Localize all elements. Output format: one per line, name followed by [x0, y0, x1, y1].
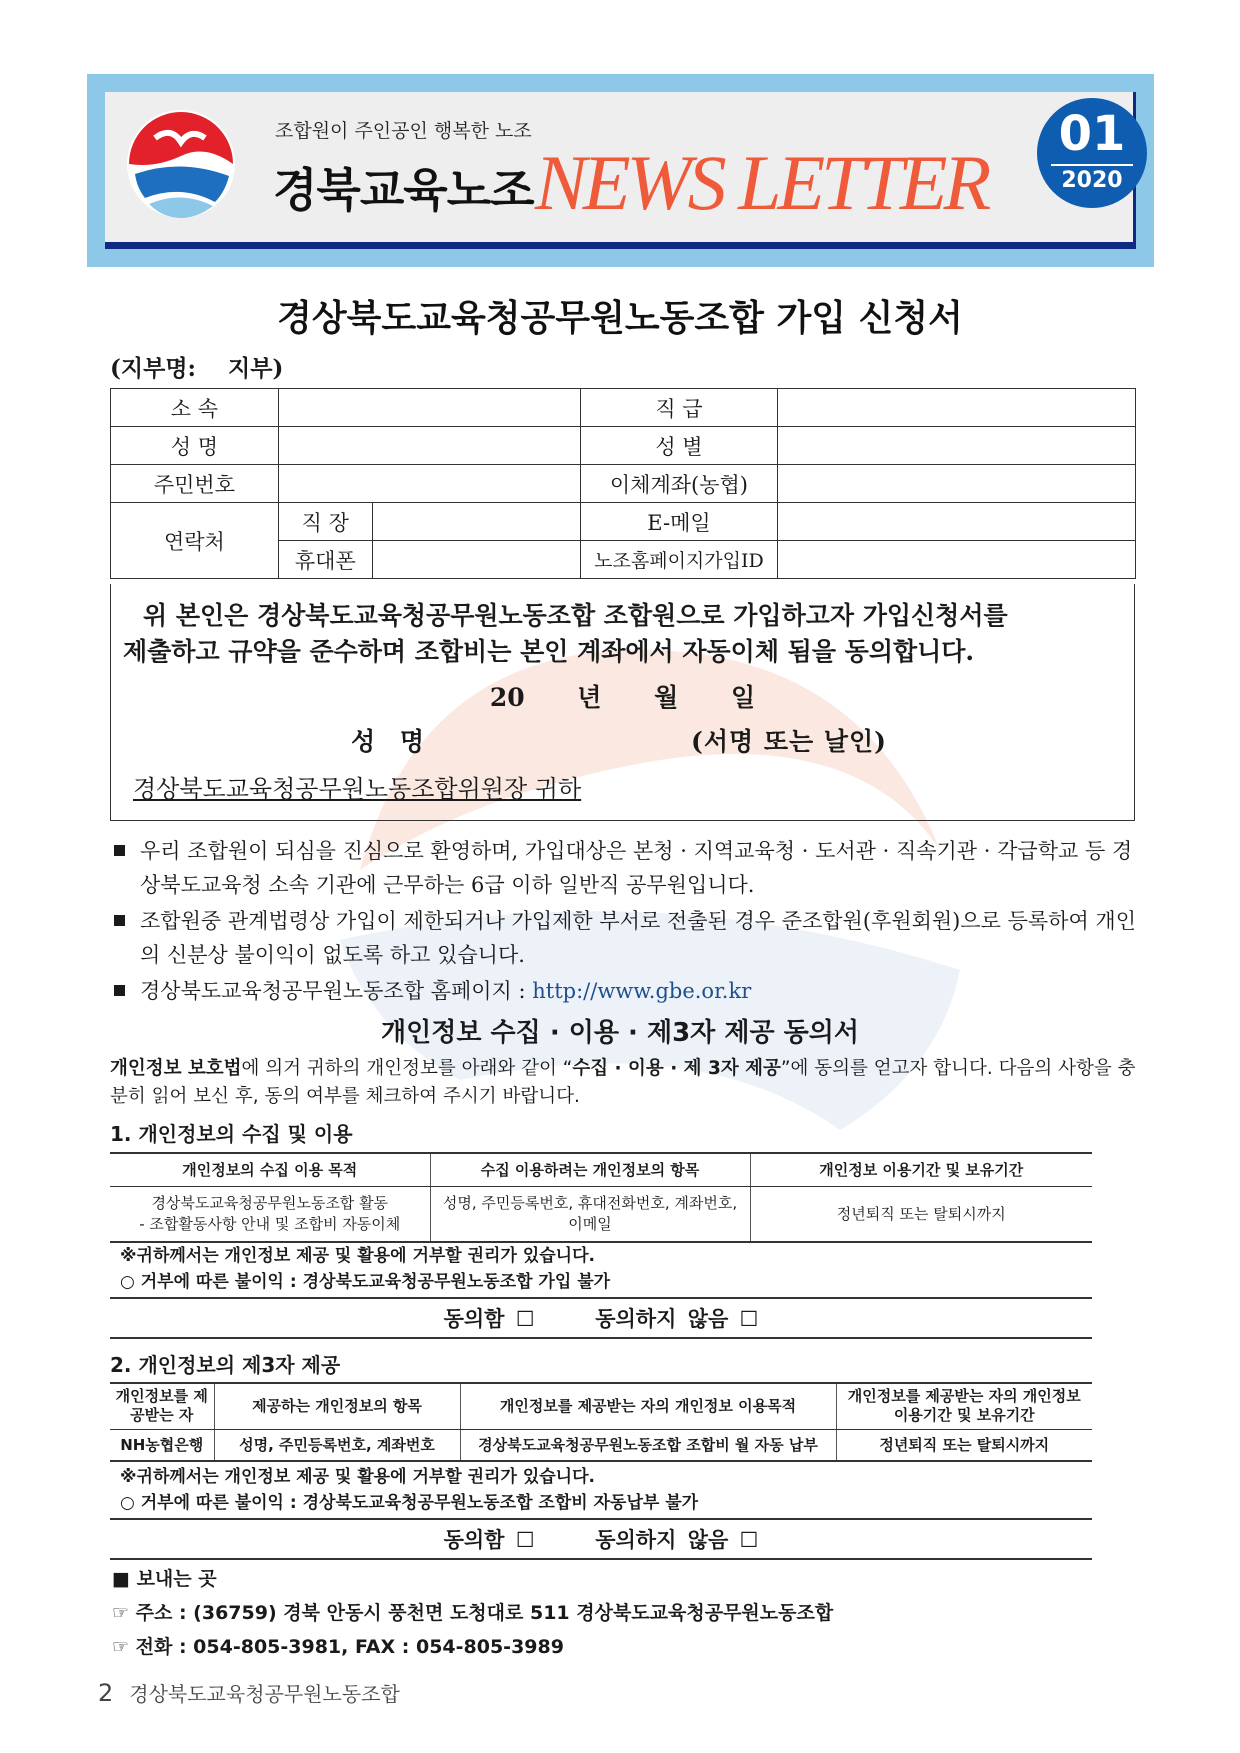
section1-table [110, 1152, 1092, 1243]
newsletter-title: NEWS LETTER [535, 139, 988, 226]
sign-note: (서명 또는 날인) [691, 727, 887, 756]
send-to-phone: ☞ 전화 : 054-805-3981, FAX : 054-805-3989 [112, 1636, 564, 1658]
pledge-date: 20 년 월 일 [489, 683, 756, 712]
s2-purpose: 경상북도교육청공무원노동조합 조합비 월 자동 납부 [460, 1429, 836, 1461]
application-table [110, 388, 1136, 579]
s1-divider-top [110, 1297, 1092, 1299]
s2-refuse [120, 1464, 698, 1516]
consent-title: 개인정보 수집 · 이용 · 제3자 제공 동의서 [381, 1018, 859, 1048]
s1-purpose-line2: - 조합활동사항 안내 및 조합비 자동이체 [139, 1214, 401, 1233]
notes [112, 834, 1136, 1008]
s1-header-items: 수집 이용하려는 개인정보의 항목 [430, 1153, 750, 1186]
s2-divider-top [110, 1518, 1092, 1520]
section2-title: 2. 개인정보의 제3자 제공 [110, 1353, 341, 1377]
bullet-square-icon [114, 915, 125, 926]
footer-org: 경상북도교육청공무원노동조합 [129, 1682, 400, 1706]
s1-items-line2: 이메일 [568, 1214, 612, 1233]
label-mobile: 휴대폰 [278, 541, 372, 579]
union-name: 경북교육노조 [273, 163, 534, 217]
s2-header-purpose: 개인정보를 제공받는 자의 개인정보 이용목적 [460, 1383, 836, 1429]
label-affiliation: 소 속 [111, 389, 279, 427]
input-email[interactable] [778, 503, 1136, 541]
pledge-text [123, 598, 1123, 670]
section2-table [110, 1382, 1092, 1462]
section1-title: 1. 개인정보의 수집 및 이용 [110, 1122, 353, 1146]
s1-header-period: 개인정보 이용기간 및 보유기간 [750, 1153, 1092, 1186]
page-number: 2 [98, 1679, 114, 1707]
s2-period: 정년퇴직 또는 탈퇴시까지 [836, 1429, 1092, 1461]
form-title: 경상북도교육청공무원노동조합 가입 신청서 [277, 297, 963, 339]
intro-text-2: ”에 동의를 얻고자 합니다. 다음의 사항을 충분히 읽어 보신 후, 동의 여부를 체크하여 주시기 바랍니다. [110, 1058, 1136, 1107]
s1-refuse-right: ※귀하께서는 개인정보 제공 및 활용에 거부할 권리가 있습니다. [120, 1246, 595, 1266]
homepage-link[interactable]: http://www.gbe.or.kr [532, 979, 752, 1003]
page-footer [98, 1678, 400, 1707]
input-work-phone[interactable] [372, 503, 580, 541]
addressee: 경상북도교육청공무원노동조합위원장 귀하 [133, 775, 582, 803]
send-to-title: ■ 보내는 곳 [112, 1568, 217, 1590]
s1-purpose-line1: 경상북도교육청공무원노동조합 활동 [151, 1193, 389, 1212]
issue-divider [1051, 164, 1133, 166]
input-name[interactable] [278, 427, 580, 465]
branch-label: (지부명: 지부) [110, 355, 284, 382]
s1-purpose [110, 1186, 430, 1242]
pledge-box [110, 584, 1135, 821]
s1-agree-row [110, 1303, 1092, 1333]
input-mobile[interactable] [372, 541, 580, 579]
note-text: 조합원중 관계법령상 가입이 제한되거나 가입제한 부서로 전출된 경우 준조합원(후원회원)으로 등록하여 개인의 신분상 불이익이 없도록 하고 있습니다. [140, 909, 1137, 967]
consent-intro [110, 1055, 1140, 1111]
s1-refuse-penalty: ○ 거부에 따른 불이익 : 경상북도교육청공무원노동조합 가입 불가 [120, 1272, 611, 1292]
label-bank-account: 이체계좌(농협) [580, 465, 778, 503]
label-rank: 직 급 [580, 389, 778, 427]
newsletter-banner [87, 74, 1154, 267]
send-to-address: ☞ 주소 : (36759) 경북 안동시 풍천면 도청대로 511 경상북도교육청공무원노동조합 [112, 1602, 834, 1624]
issue-badge [1037, 98, 1147, 208]
s1-items [430, 1186, 750, 1242]
s1-refuse [120, 1243, 610, 1295]
s1-items-line1: 성명, 주민등록번호, 휴대전화번호, 계좌번호, [442, 1193, 738, 1212]
s2-header-recipient: 개인정보를 제공받는 자 [110, 1383, 214, 1429]
input-bank-account[interactable] [778, 465, 1136, 503]
s1-period: 정년퇴직 또는 탈퇴시까지 [750, 1186, 1092, 1242]
bullet-square-icon [114, 845, 125, 856]
note-text: 우리 조합원이 되심을 진심으로 환영하며, 가입대상은 본청 · 지역교육청 · 도서관 · 직속기관 · 각급학교 등 경상북도교육청 소속 기관에 근무하는 6급 이하 일반직 공무원입니다. [140, 839, 1133, 897]
input-resident-no[interactable] [278, 465, 580, 503]
issue-number: 01 [1058, 106, 1126, 162]
s2-agree-checkbox[interactable]: 동의함 ☐ [443, 1528, 535, 1552]
intro-scope: 수집 · 이용 · 제 3자 제공 [572, 1058, 781, 1079]
send-to [112, 1562, 833, 1664]
s1-header-purpose: 개인정보의 수집 이용 목적 [110, 1153, 430, 1186]
label-email: E-메일 [580, 503, 778, 541]
note-item [112, 904, 1136, 972]
label-work-phone: 직 장 [278, 503, 372, 541]
label-name: 성 명 [111, 427, 279, 465]
bullet-square-icon [114, 985, 125, 996]
label-gender: 성 별 [580, 427, 778, 465]
label-resident-no: 주민번호 [111, 465, 279, 503]
tagline: 조합원이 주인공인 행복한 노조 [275, 120, 532, 142]
label-contact: 연락처 [111, 503, 279, 579]
input-gender[interactable] [778, 427, 1136, 465]
s1-agree-checkbox[interactable]: 동의함 ☐ [443, 1307, 535, 1331]
note-item [112, 974, 1136, 1008]
note-item [112, 834, 1136, 902]
s2-disagree-checkbox[interactable]: 동의하지 않음 ☐ [595, 1528, 759, 1552]
input-homepage-id[interactable] [778, 541, 1136, 579]
s1-divider-bottom [110, 1337, 1092, 1339]
s2-divider-bottom [110, 1558, 1092, 1560]
label-homepage-id: 노조홈페이지가입ID [580, 541, 778, 579]
issue-year: 2020 [1061, 168, 1123, 193]
input-affiliation[interactable] [278, 389, 580, 427]
s2-header-period: 개인정보를 제공받는 자의 개인정보 이용기간 및 보유기간 [836, 1383, 1092, 1429]
intro-text-1: 에 의거 귀하의 개인정보를 아래와 같이 “ [241, 1058, 573, 1079]
s2-items: 성명, 주민등록번호, 계좌번호 [214, 1429, 460, 1461]
intro-law: 개인정보 보호법 [110, 1058, 242, 1079]
s2-header-items: 제공하는 개인정보의 항목 [214, 1383, 460, 1429]
pledge-line-1: 위 본인은 경상북도교육청공무원노동조합 조합원으로 가입하고자 가입신청서를 [143, 601, 1008, 630]
input-rank[interactable] [778, 389, 1136, 427]
s2-agree-row [110, 1524, 1092, 1554]
homepage-label: 경상북도교육청공무원노동조합 홈페이지 : [140, 979, 526, 1003]
s2-refuse-right: ※귀하께서는 개인정보 제공 및 활용에 거부할 권리가 있습니다. [120, 1467, 595, 1487]
s1-disagree-checkbox[interactable]: 동의하지 않음 ☐ [595, 1307, 759, 1331]
sign-label: 성 명 [351, 727, 433, 756]
union-logo [125, 108, 237, 220]
s2-recipient: NH농협은행 [110, 1429, 214, 1461]
pledge-line-2: 제출하고 규약을 준수하며 조합비는 본인 계좌에서 자동이체 됨을 동의합니다. [123, 637, 975, 666]
s2-refuse-penalty: ○ 거부에 따른 불이익 : 경상북도교육청공무원노동조합 조합비 자동납부 불가 [120, 1493, 699, 1513]
